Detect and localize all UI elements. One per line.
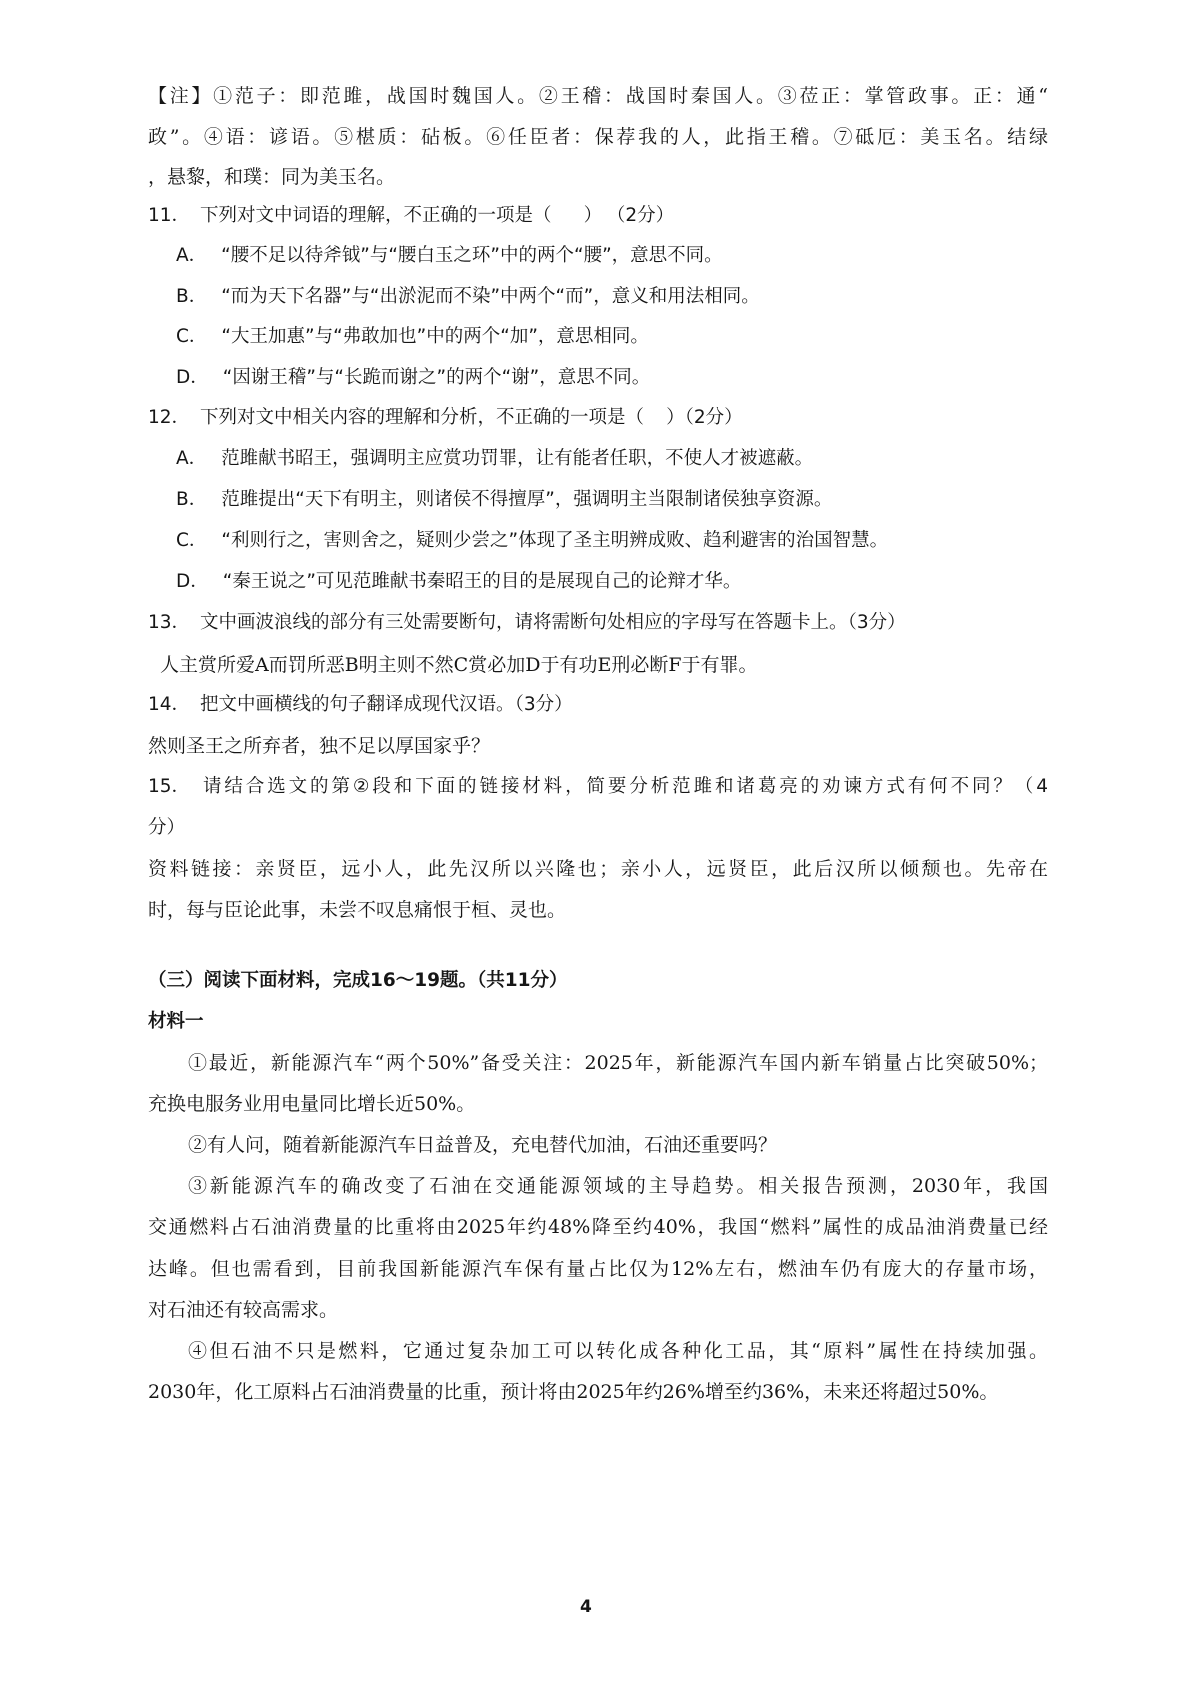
translation-sentence: 然则圣王之所弃者，独不足以厚国家乎？ <box>148 735 491 757</box>
option-b <box>176 284 760 310</box>
note-line: 政”。④语：谚语。⑤椹质：砧板。⑥任臣者：保荐我的人，此指王稽。⑦砥厄：美玉名。结绿 <box>148 126 1048 148</box>
paragraph-line: ②有人问，随着新能源汽车日益普及，充电替代加油，石油还重要吗？ <box>188 1134 778 1156</box>
option-letter: D． <box>176 571 209 592</box>
option-text: “秦王说之”可见范雎献书秦昭王的目的是展现自己的论辩才华。 <box>222 571 742 592</box>
option-c <box>176 324 649 350</box>
question-15 <box>148 774 1048 800</box>
question-15-cont: 分） <box>148 817 186 838</box>
option-a <box>176 446 813 472</box>
option-d <box>176 569 741 595</box>
option-c <box>176 528 888 554</box>
option-b <box>176 487 832 513</box>
question-number: 13． <box>148 612 191 633</box>
paragraph-line: ①最近，新能源汽车“两个50%”备受关注：2025年，新能源汽车国内新车销量占比突破50%； <box>188 1052 1048 1074</box>
paragraph-line: 达峰。但也需看到，目前我国新能源汽车保有量占比仅为12%左右，燃油车仍有庞大的存量市场， <box>148 1258 1048 1280</box>
page-number: 4 <box>580 1597 592 1617</box>
question-score: （2分） <box>684 407 743 428</box>
option-text: 范雎献书昭王，强调明主应赏功罚罪，让有能者任职，不使人才被遮蔽。 <box>221 448 814 469</box>
question-stem: 请结合选文的第②段和下面的链接材料，简要分析范雎和诸葛亮的劝谏方式有何不同？（4 <box>200 776 1048 797</box>
question-number: 15． <box>148 776 191 797</box>
option-text: “腰不足以待斧钺”与“腰白玉之环”中的两个“腰”，意思不同。 <box>221 245 723 266</box>
link-material-line: 时，每与臣论此事，未尝不叹息痛恨于桓、灵也。 <box>148 899 567 921</box>
option-text: “大王加惠”与“弗敢加也”中的两个“加”，意思相同。 <box>221 326 649 347</box>
punctuation-passage: 人主赏所爱A而罚所恶B明主则不然C赏必加D于有功E刑必断F于有罪。 <box>160 654 758 676</box>
question-14 <box>148 692 573 718</box>
option-text: “利则行之，害则舍之，疑则少尝之”体现了圣主明辨成败、趋利避害的治国智慧。 <box>221 530 889 551</box>
link-material-line: 资料链接：亲贤臣，远小人，此先汉所以兴隆也；亲小人，远贤臣，此后汉所以倾颓也。先帝在 <box>148 858 1048 880</box>
paragraph-line: 对石油还有较高需求。 <box>148 1299 339 1321</box>
question-number: 12． <box>148 407 191 428</box>
material-label: 材料一 <box>148 1011 204 1032</box>
paragraph-line: ④但石油不只是燃料，它通过复杂加工可以转化成各种化工品，其“原料”属性在持续加强。 <box>188 1340 1048 1362</box>
option-text: 范雎提出“天下有明主，则诸侯不得擅厚”，强调明主当限制诸侯独享资源。 <box>221 489 833 510</box>
question-score: （3分） <box>514 694 573 715</box>
question-13 <box>148 610 906 636</box>
question-score: （2分） <box>616 205 675 226</box>
question-stem: 把文中画横线的句子翻译成现代汉语。 <box>200 694 515 715</box>
question-stem: 下列对文中词语的理解，不正确的一项是（ <box>200 205 552 226</box>
section-heading: （三）阅读下面材料，完成16～19题。（共11分） <box>148 970 568 991</box>
option-text: “而为天下名器”与“出淤泥而不染”中两个“而”，意义和用法相同。 <box>221 286 760 307</box>
question-number: 14． <box>148 694 191 715</box>
option-letter: C． <box>176 326 208 347</box>
option-letter: B． <box>176 286 208 307</box>
note-line: 【注】①范子：即范雎，战国时魏国人。②王稽：战国时秦国人。③莅正：掌管政事。正：通“ <box>148 85 1048 107</box>
question-number: 11． <box>148 205 191 226</box>
option-letter: C． <box>176 530 208 551</box>
paragraph-line: ③新能源汽车的确改变了石油在交通能源领域的主导趋势。相关报告预测，2030年，我国 <box>188 1175 1048 1197</box>
question-stem: 下列对文中相关内容的理解和分析，不正确的一项是（ <box>200 407 645 428</box>
question-score: （3分） <box>847 612 906 633</box>
question-12 <box>148 405 743 431</box>
paren-close: ） <box>666 407 685 428</box>
option-letter: A． <box>176 448 208 469</box>
paragraph-line: 2030年，化工原料占石油消费量的比重，预计将由2025年约26%增至约36%，未来还将超过50%。 <box>148 1381 999 1403</box>
option-letter: D． <box>176 367 209 388</box>
option-a <box>176 243 723 269</box>
question-stem: 文中画波浪线的部分有三处需要断句，请将需断句处相应的字母写在答题卡上。 <box>200 612 848 633</box>
option-letter: A． <box>176 245 208 266</box>
question-11 <box>148 203 674 229</box>
note-line: ，悬黎，和璞：同为美玉名。 <box>148 166 396 188</box>
paren-close: ） <box>583 205 603 226</box>
option-text: “因谢王稽”与“长跪而谢之”的两个“谢”，意思不同。 <box>222 367 651 388</box>
paragraph-line: 交通燃料占石油消费量的比重将由2025年约48%降至约40%，我国“燃料”属性的成品油消费量已经 <box>148 1216 1048 1238</box>
option-d <box>176 365 650 391</box>
paragraph-line: 充换电服务业用电量同比增长近50%。 <box>148 1093 476 1115</box>
option-letter: B． <box>176 489 208 510</box>
